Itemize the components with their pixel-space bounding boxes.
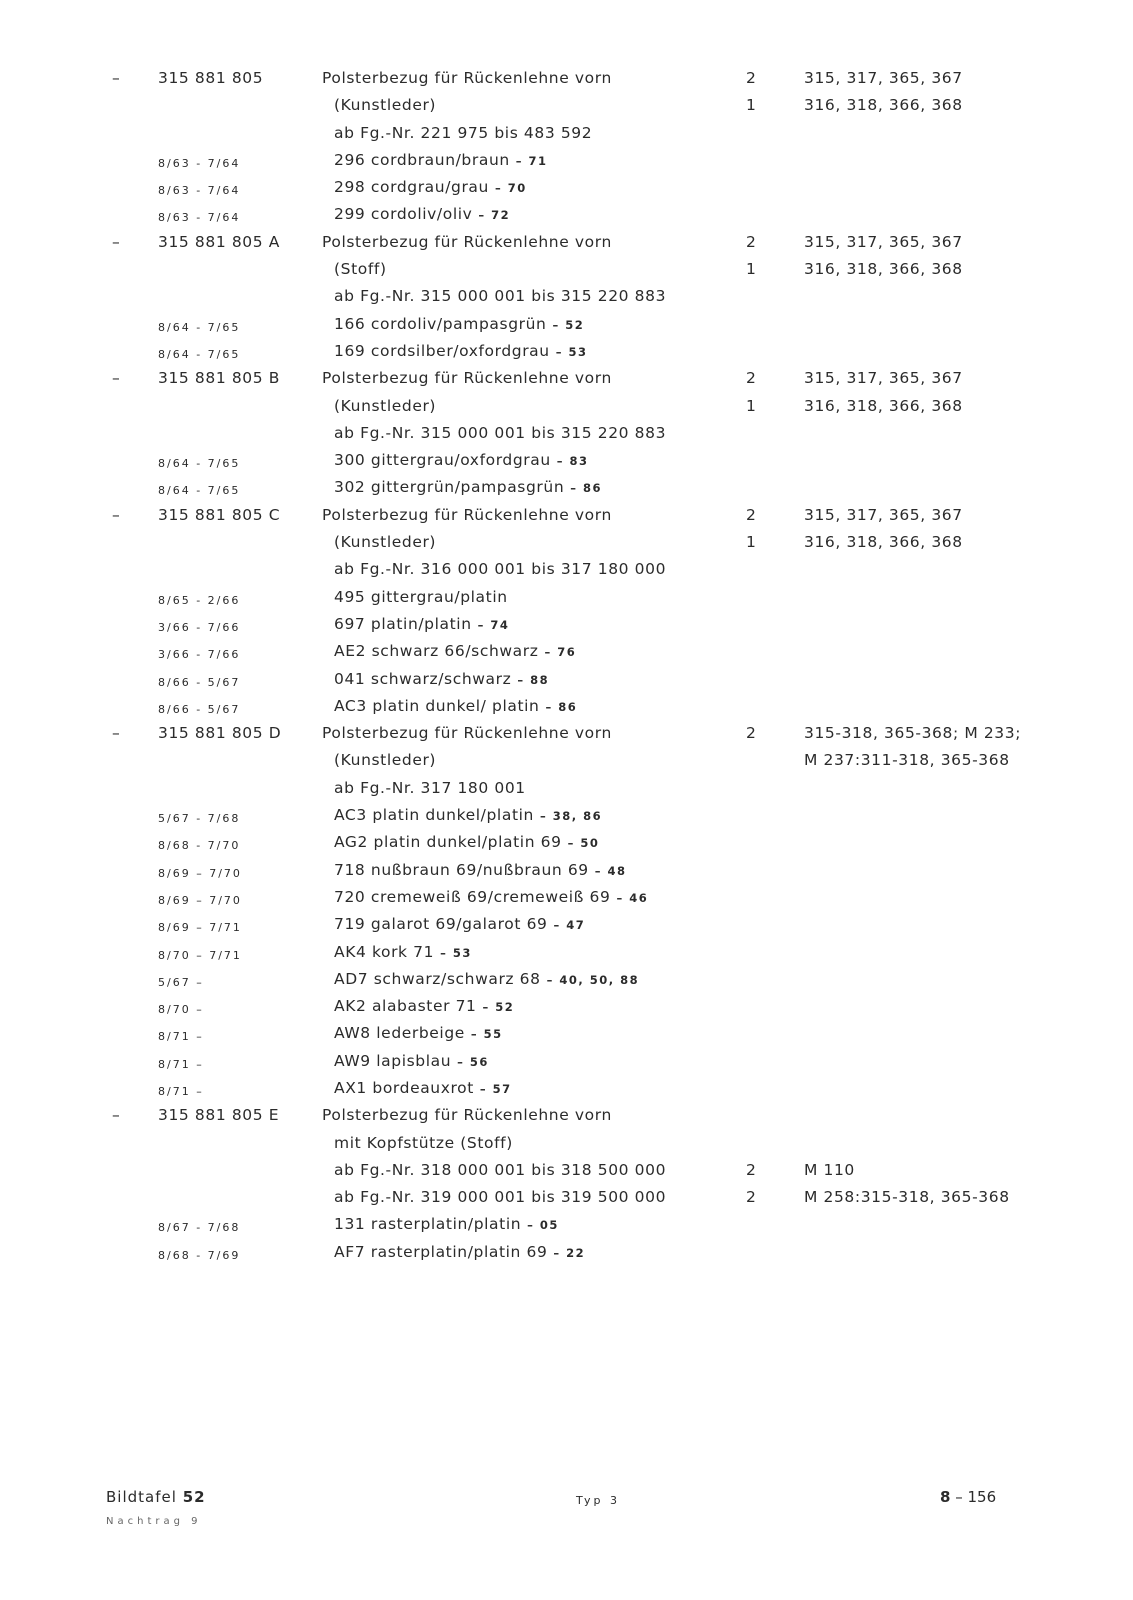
- description-text: AK4 kork 71: [334, 942, 435, 961]
- table-row: [0, 284, 1133, 311]
- model-numbers: M 237:311-318, 365-368: [804, 751, 1010, 770]
- model-numbers: 315, 317, 365, 367: [804, 232, 963, 251]
- description: [334, 779, 532, 797]
- table-row: [0, 612, 1133, 639]
- page-separator: –: [955, 1488, 963, 1506]
- description-text: 131 rasterplatin/platin: [334, 1215, 522, 1234]
- table-row: [0, 121, 1133, 148]
- table-row: [0, 748, 1133, 775]
- description: [334, 560, 672, 578]
- description-text: 296 cordbraun/braun: [334, 150, 510, 169]
- color-code-note: – 22: [553, 1245, 586, 1260]
- table-row: [0, 448, 1133, 475]
- color-code-note: – 53: [440, 945, 472, 960]
- table-row: [0, 803, 1133, 830]
- plate-reference: [106, 1488, 206, 1506]
- description-text: 302 gittergrün/pampasgrün: [334, 478, 565, 497]
- model-numbers: 316, 318, 366, 368: [804, 396, 963, 415]
- description: [334, 1079, 512, 1097]
- date-range: 8/64 - 7/65: [158, 484, 241, 498]
- color-code-note: – 76: [544, 645, 577, 660]
- description-text: Polsterbezug für Rückenlehne vorn: [322, 369, 612, 388]
- date-range: 8/68 - 7/70: [158, 839, 241, 853]
- description: [334, 670, 549, 688]
- quantity: 1: [746, 96, 757, 115]
- page-num: 156: [967, 1488, 997, 1506]
- color-code-note: – 71: [515, 153, 548, 168]
- description: [334, 943, 472, 961]
- date-range: 5/67 –: [158, 975, 204, 989]
- color-code-note: – 86: [545, 699, 578, 714]
- table-row: [0, 1212, 1133, 1239]
- description: [334, 833, 599, 851]
- part-number: 315 881 805 E: [158, 1106, 280, 1125]
- description-text: AK2 alabaster 71: [334, 997, 477, 1016]
- color-code-note: – 05: [527, 1218, 559, 1233]
- date-range: 8/70 – 7/71: [158, 948, 242, 962]
- description: [322, 506, 618, 524]
- quantity: 1: [746, 533, 757, 552]
- description-text: (Kunstleder): [334, 96, 437, 115]
- color-code-note: – 40, 50, 88: [546, 972, 640, 987]
- description: [334, 915, 585, 933]
- description-text: AF7 rasterplatin/platin 69: [334, 1242, 548, 1261]
- table-row: [0, 912, 1133, 939]
- description-text: 697 platin/platin: [334, 614, 472, 633]
- date-range: 8/67 - 7/68: [158, 1221, 241, 1235]
- table-row: [0, 475, 1133, 502]
- plate-number: 52: [182, 1488, 206, 1506]
- quantity: 2: [746, 505, 757, 524]
- color-code-note: – 38, 86: [539, 809, 603, 824]
- table-row: [0, 1103, 1133, 1130]
- description: [334, 970, 639, 988]
- color-code-note: – 88: [517, 672, 550, 687]
- date-range: 8/66 - 5/67: [158, 702, 241, 716]
- color-code-note: – 72: [478, 208, 511, 223]
- part-number: 315 881 805 C: [158, 505, 281, 524]
- table-row: [0, 885, 1133, 912]
- description-text: ab Fg.-Nr. 316 000 001 bis 317 180 000: [334, 560, 667, 579]
- page-group: 8: [940, 1488, 951, 1506]
- description: [334, 205, 510, 223]
- description: [334, 1243, 585, 1261]
- color-code-note: – 52: [482, 1000, 515, 1015]
- table-row: [0, 1240, 1133, 1267]
- color-code-note: – 83: [556, 454, 589, 469]
- description-text: 718 nußbraun 69/nußbraun 69: [334, 860, 589, 879]
- description: [334, 806, 602, 824]
- date-range: 5/67 - 7/68: [158, 812, 241, 826]
- description-text: (Kunstleder): [334, 533, 437, 552]
- part-number: 315 881 805 A: [158, 232, 280, 251]
- color-code-note: – 86: [570, 481, 603, 496]
- color-code-note: – 56: [457, 1054, 489, 1069]
- row-dash: –: [112, 232, 121, 251]
- date-range: 8/70 –: [158, 1003, 204, 1017]
- date-range: 3/66 - 7/66: [158, 620, 241, 634]
- color-code-note: – 47: [553, 918, 586, 933]
- description: [334, 861, 627, 879]
- description: [334, 1188, 672, 1206]
- description-text: 166 cordoliv/pampasgrün: [334, 314, 547, 333]
- description-text: AD7 schwarz/schwarz 68: [334, 969, 541, 988]
- table-row: [0, 394, 1133, 421]
- description-text: (Kunstleder): [334, 396, 437, 415]
- description-text: 300 gittergrau/oxfordgrau: [334, 451, 551, 470]
- page-footer: [0, 1488, 1133, 1548]
- description-text: 495 gittergrau/platin: [334, 587, 508, 606]
- color-code-note: – 52: [552, 317, 585, 332]
- table-row: [0, 858, 1133, 885]
- quantity: 2: [746, 1160, 757, 1179]
- description: [334, 124, 598, 142]
- description-text: AG2 platin dunkel/platin 69: [334, 833, 562, 852]
- description: [334, 287, 672, 305]
- description: [322, 69, 618, 87]
- model-numbers: 315-318, 365-368; M 233;: [804, 724, 1022, 743]
- quantity: 2: [746, 724, 757, 743]
- description-text: ab Fg.-Nr. 317 180 001: [334, 778, 526, 797]
- date-range: 8/69 – 7/70: [158, 866, 242, 880]
- row-dash: –: [112, 724, 121, 743]
- description: [334, 697, 577, 715]
- color-code-note: – 55: [470, 1027, 503, 1042]
- date-range: 8/64 - 7/65: [158, 320, 241, 334]
- description: [334, 96, 442, 114]
- description-text: ab Fg.-Nr. 221 975 bis 483 592: [334, 123, 593, 142]
- table-row: [0, 667, 1133, 694]
- table-row: [0, 148, 1133, 175]
- description: [334, 1024, 503, 1042]
- table-row: [0, 530, 1133, 557]
- description: [334, 615, 509, 633]
- table-row: [0, 694, 1133, 721]
- description-text: AW9 lapisblau: [334, 1051, 452, 1070]
- description-text: Polsterbezug für Rückenlehne vorn: [322, 1106, 612, 1125]
- plate-label: Bildtafel: [106, 1488, 177, 1506]
- table-row: [0, 175, 1133, 202]
- model-numbers: M 110: [804, 1160, 855, 1179]
- date-range: 8/66 - 5/67: [158, 675, 241, 689]
- description: [322, 369, 618, 387]
- color-code-note: – 70: [494, 181, 527, 196]
- table-row: [0, 1076, 1133, 1103]
- color-code-note: – 53: [555, 344, 588, 359]
- table-row: [0, 503, 1133, 530]
- description-text: Polsterbezug für Rückenlehne vorn: [322, 69, 612, 87]
- description-text: 298 cordgrau/grau: [334, 178, 489, 197]
- description-text: (Kunstleder): [334, 751, 437, 770]
- quantity: 1: [746, 396, 757, 415]
- description: [334, 478, 602, 496]
- description-text: AC3 platin dunkel/platin: [334, 806, 534, 825]
- description: [334, 342, 587, 360]
- table-row: [0, 994, 1133, 1021]
- description: [322, 1106, 618, 1124]
- table-row: [0, 721, 1133, 748]
- description: [334, 424, 672, 442]
- date-range: 8/69 – 7/71: [158, 921, 242, 935]
- table-row: [0, 66, 1133, 93]
- table-row: [0, 202, 1133, 229]
- parts-list: [0, 66, 1133, 1267]
- date-range: 8/63 - 7/64: [158, 156, 241, 170]
- description-text: ab Fg.-Nr. 315 000 001 bis 315 220 883: [334, 287, 667, 306]
- color-code-note: – 74: [477, 617, 510, 632]
- date-range: 8/65 - 2/66: [158, 593, 241, 607]
- date-range: 8/68 - 7/69: [158, 1248, 241, 1262]
- date-range: 8/63 - 7/64: [158, 211, 241, 225]
- description-text: AE2 schwarz 66/schwarz: [334, 642, 539, 661]
- model-numbers: 316, 318, 366, 368: [804, 533, 963, 552]
- table-row: [0, 1158, 1133, 1185]
- table-row: [0, 1049, 1133, 1076]
- description-text: 041 schwarz/schwarz: [334, 669, 512, 688]
- description-text: AW8 lederbeige: [334, 1024, 465, 1043]
- description: [334, 178, 527, 196]
- part-number: 315 881 805: [158, 69, 264, 87]
- date-range: 8/64 - 7/65: [158, 457, 241, 471]
- description: [322, 233, 618, 251]
- row-dash: –: [112, 69, 121, 87]
- description-text: ab Fg.-Nr. 319 000 001 bis 319 500 000: [334, 1188, 667, 1207]
- table-row: [0, 257, 1133, 284]
- page-number: [940, 1488, 996, 1506]
- description-text: AX1 bordeauxrot: [334, 1078, 474, 1097]
- model-numbers: 315, 317, 365, 367: [804, 369, 963, 388]
- table-row: [0, 585, 1133, 612]
- table-row: [0, 1131, 1133, 1158]
- description-text: 299 cordoliv/oliv: [334, 205, 473, 224]
- date-range: 8/71 –: [158, 1030, 204, 1044]
- quantity: 2: [746, 1188, 757, 1207]
- table-row: [0, 312, 1133, 339]
- description-text: Polsterbezug für Rückenlehne vorn: [322, 505, 612, 524]
- quantity: 1: [746, 260, 757, 279]
- table-row: [0, 339, 1133, 366]
- description: [334, 260, 393, 278]
- quantity: 2: [746, 232, 757, 251]
- description: [334, 397, 442, 415]
- table-row: [0, 93, 1133, 120]
- table-row: [0, 967, 1133, 994]
- row-dash: –: [112, 1106, 121, 1125]
- part-number: 315 881 805 B: [158, 369, 280, 388]
- quantity: 2: [746, 69, 757, 87]
- date-range: 8/71 –: [158, 1084, 204, 1098]
- model-numbers: 315, 317, 365, 367: [804, 505, 963, 524]
- table-row: [0, 366, 1133, 393]
- description: [334, 533, 442, 551]
- table-row: [0, 639, 1133, 666]
- description: [334, 588, 514, 606]
- date-range: 8/64 - 7/65: [158, 347, 241, 361]
- quantity: 2: [746, 369, 757, 388]
- table-row: [0, 830, 1133, 857]
- color-code-note: – 48: [594, 863, 627, 878]
- table-row: [0, 421, 1133, 448]
- color-code-note: – 57: [479, 1081, 512, 1096]
- date-range: 8/71 –: [158, 1057, 204, 1071]
- description: [334, 1161, 672, 1179]
- description-text: 719 galarot 69/galarot 69: [334, 915, 548, 934]
- model-numbers: 316, 318, 366, 368: [804, 96, 963, 115]
- table-row: [0, 230, 1133, 257]
- description-text: AC3 platin dunkel/ platin: [334, 696, 540, 715]
- description: [334, 1052, 489, 1070]
- description: [334, 315, 584, 333]
- type-label: Typ 3: [576, 1494, 620, 1507]
- description: [334, 451, 589, 469]
- table-row: [0, 1185, 1133, 1212]
- row-dash: –: [112, 369, 121, 388]
- part-number: 315 881 805 D: [158, 724, 282, 743]
- date-range: 3/66 - 7/66: [158, 648, 241, 662]
- description-text: 169 cordsilber/oxfordgrau: [334, 341, 550, 360]
- date-range: 8/63 - 7/64: [158, 184, 241, 198]
- description: [334, 1134, 519, 1152]
- table-row: [0, 1021, 1133, 1048]
- row-dash: –: [112, 505, 121, 524]
- model-numbers: M 258:315-318, 365-368: [804, 1188, 1010, 1207]
- description: [334, 151, 548, 169]
- color-code-note: – 46: [616, 890, 649, 905]
- description: [334, 642, 576, 660]
- description: [334, 888, 648, 906]
- description-text: 720 cremeweiß 69/cremeweiß 69: [334, 887, 611, 906]
- color-code-note: – 50: [567, 836, 600, 851]
- description-text: mit Kopfstütze (Stoff): [334, 1133, 513, 1152]
- description: [322, 724, 618, 742]
- model-numbers: 316, 318, 366, 368: [804, 260, 963, 279]
- model-numbers: 315, 317, 365, 367: [804, 69, 963, 87]
- supplement-label: Nachtrag 9: [106, 1516, 202, 1527]
- description: [334, 1215, 559, 1233]
- description-text: ab Fg.-Nr. 318 000 001 bis 318 500 000: [334, 1160, 667, 1179]
- description-text: Polsterbezug für Rückenlehne vorn: [322, 724, 612, 743]
- table-row: [0, 940, 1133, 967]
- table-row: [0, 557, 1133, 584]
- description-text: Polsterbezug für Rückenlehne vorn: [322, 232, 612, 251]
- description: [334, 997, 514, 1015]
- description: [334, 751, 442, 769]
- table-row: [0, 776, 1133, 803]
- date-range: 8/69 – 7/70: [158, 893, 242, 907]
- description-text: ab Fg.-Nr. 315 000 001 bis 315 220 883: [334, 423, 667, 442]
- description-text: (Stoff): [334, 260, 387, 279]
